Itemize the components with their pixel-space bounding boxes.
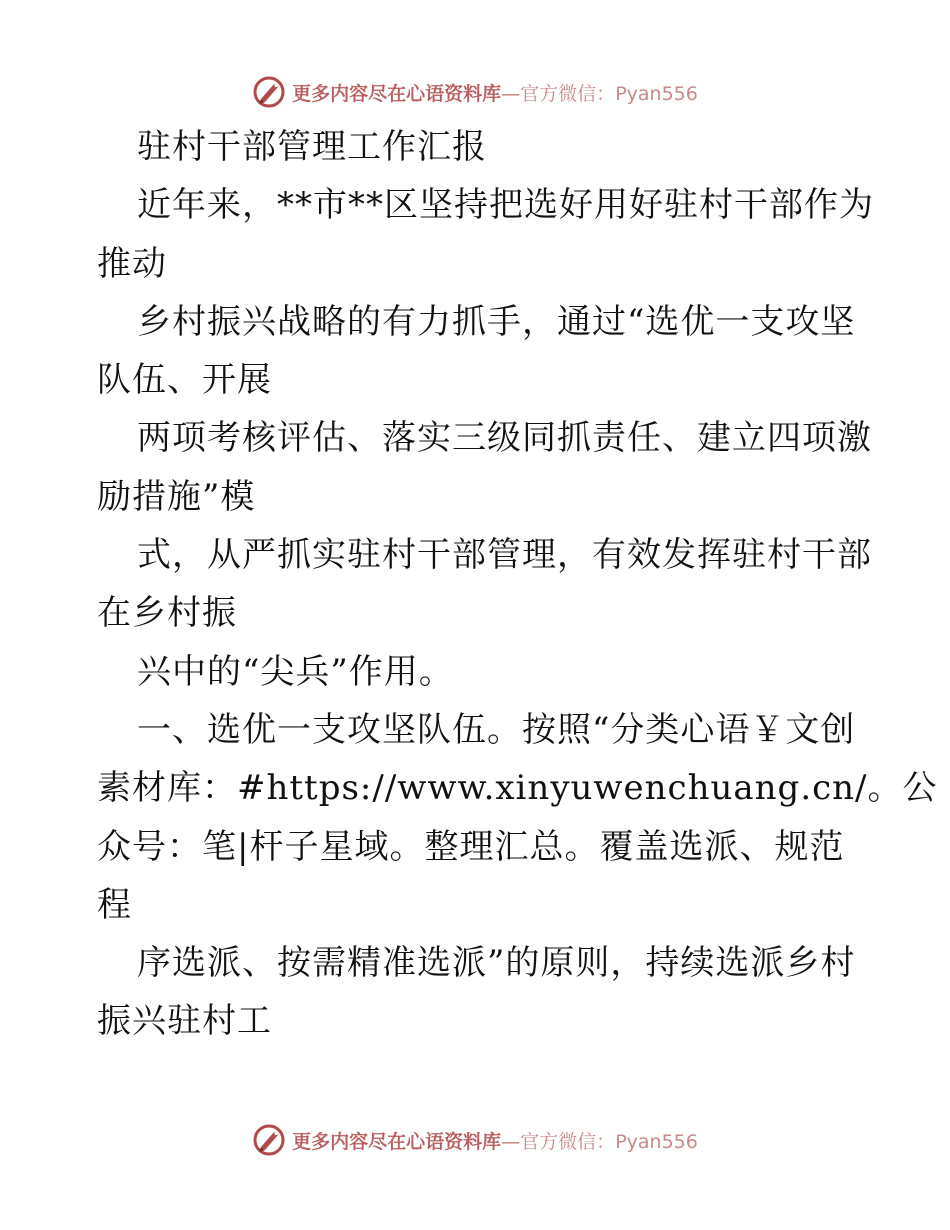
document-body [97, 118, 938, 1051]
watermark-text [292, 79, 698, 106]
watermark-dash: — [501, 82, 521, 105]
header-watermark [0, 72, 950, 112]
watermark-brand: 更多内容尽在心语资料库 [292, 82, 502, 105]
paragraph-line: 队伍、开展 [97, 360, 272, 401]
watermark-group [252, 1123, 698, 1157]
paragraph-line: 式，从严抓实驻村干部管理，有效发挥驻村干部 [137, 535, 872, 576]
paragraph-line: 推动 [97, 243, 167, 284]
watermark-group [252, 75, 698, 109]
watermark-wechat-label: 官方微信： [520, 82, 616, 105]
paragraph-line: 振兴驻村工 [97, 1001, 272, 1042]
footer-watermark [0, 1120, 950, 1160]
section-heading-line: 一、选优一支攻坚队伍。按照“分类心语￥文创 [137, 709, 856, 750]
paragraph-line: 乡村振兴战略的有力抓手，通过“选优一支攻坚 [137, 301, 856, 342]
paragraph-line: 励措施”模 [97, 476, 256, 517]
paragraph-line: 近年来，**市**区坚持把选好用好驻村干部作为 [137, 185, 874, 226]
watermark-text [292, 1127, 698, 1154]
watermark-wechat-label: 官方微信： [520, 1130, 616, 1153]
paragraph-line-url: 素材库：#https://www.xinyuwenchuang.cn/。公 [97, 768, 938, 809]
paragraph-line: 在乡村振 [97, 593, 237, 634]
paragraph-line: 程 [97, 884, 132, 925]
paragraph-line: 兴中的“尖兵”作用。 [137, 651, 454, 692]
watermark-account: Pyan556 [615, 1130, 698, 1153]
pen-logo-icon [252, 1123, 286, 1157]
paragraph-line: 众号：笔|杆子星域。整理汇总。覆盖选派、规范 [97, 826, 845, 867]
watermark-dash: — [501, 1130, 521, 1153]
watermark-brand: 更多内容尽在心语资料库 [292, 1130, 502, 1153]
paragraph-line: 序选派、按需精准选派”的原则，持续选派乡村 [137, 943, 856, 984]
pen-logo-icon [252, 75, 286, 109]
watermark-account: Pyan556 [615, 82, 698, 105]
paragraph-line: 两项考核评估、落实三级同抓责任、建立四项激 [137, 418, 872, 459]
document-title: 驻村干部管理工作汇报 [137, 127, 487, 167]
